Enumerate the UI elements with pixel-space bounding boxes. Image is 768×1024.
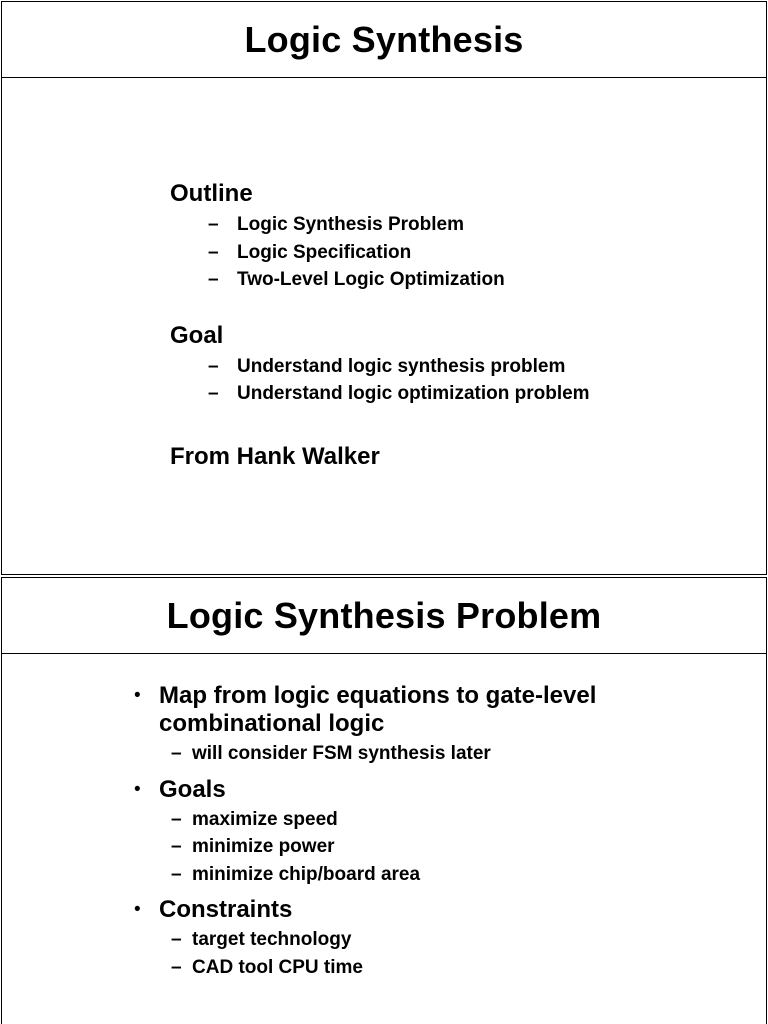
bullet-marker: • [134, 778, 141, 800]
sub-list [171, 926, 596, 981]
dash-marker: – [171, 929, 182, 950]
list-item-text: CAD tool CPU time [192, 956, 363, 978]
dash-marker: – [208, 241, 219, 263]
slide-logic-synthesis [1, 1, 767, 575]
goal-list [208, 353, 590, 408]
dash-marker: – [171, 808, 182, 830]
list-item [171, 926, 596, 954]
bullet-item [134, 682, 596, 738]
list-item [171, 806, 596, 834]
list-item [208, 266, 590, 294]
dash-marker: – [208, 355, 219, 377]
slide-body [170, 179, 590, 472]
list-item [208, 211, 590, 239]
dash-marker: – [208, 269, 219, 290]
credit-text: From Hank Walker [170, 442, 380, 470]
slide-title-bar [2, 2, 766, 78]
slide-title: Logic Synthesis Problem [166, 594, 602, 636]
goal-heading: Goal [170, 321, 224, 349]
bullet-marker: • [134, 685, 141, 706]
list-item-text: Understand logic optimization problem [237, 383, 590, 404]
list-item-text: Logic Synthesis Problem [237, 214, 464, 235]
list-item [171, 861, 596, 889]
sub-list [171, 806, 596, 889]
list-item-text: Understand logic synthesis problem [237, 355, 566, 377]
dash-marker: – [208, 383, 219, 404]
bullet-text-line: Map from logic equations to gate-level [159, 682, 597, 709]
bullet-marker: • [134, 899, 141, 920]
list-item-text: minimize chip/board area [192, 863, 421, 885]
bullet-item [134, 776, 596, 804]
bullet-text-line: combinational logic [159, 710, 385, 737]
list-item [171, 954, 596, 982]
list-item-text: maximize speed [192, 808, 338, 830]
slide-title: Logic Synthesis [244, 18, 524, 60]
bullet-item [134, 896, 596, 924]
list-item [208, 239, 590, 267]
dash-marker: – [171, 743, 182, 764]
slide-title-bar [2, 578, 766, 654]
list-item [171, 833, 596, 861]
slide-body [134, 682, 596, 981]
list-item-text: target technology [192, 929, 352, 950]
dash-marker: – [171, 956, 182, 978]
outline-list [208, 211, 590, 294]
dash-marker: – [208, 214, 219, 235]
dash-marker: – [171, 863, 182, 885]
list-item-text: Logic Specification [237, 241, 412, 263]
slide-logic-synthesis-problem [1, 577, 767, 1024]
list-item [171, 740, 596, 768]
bullet-text: Goals [159, 775, 226, 803]
dash-marker: – [171, 836, 182, 857]
list-item-text: will consider FSM synthesis later [192, 743, 491, 764]
list-item-text: Two-Level Logic Optimization [237, 269, 505, 290]
bullet-text: Constraints [159, 896, 293, 923]
outline-heading: Outline [170, 180, 253, 207]
list-item [208, 353, 590, 381]
list-item [208, 380, 590, 408]
sub-list [171, 740, 596, 768]
list-item-text: minimize power [192, 836, 335, 857]
